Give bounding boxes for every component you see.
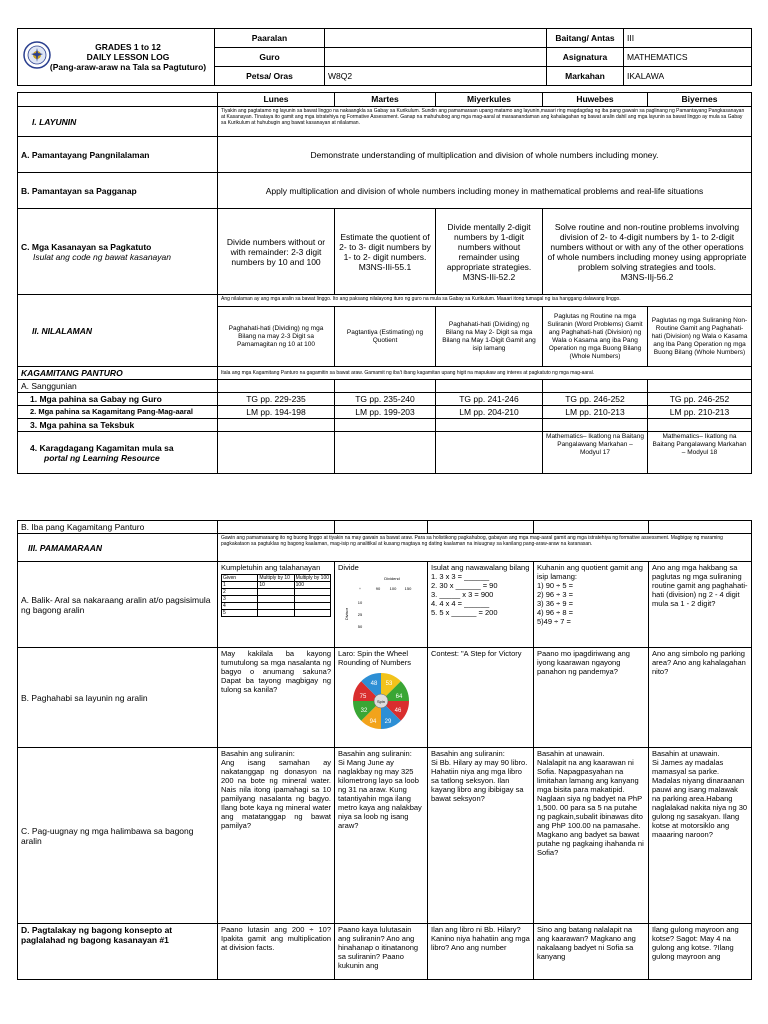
sanggunian-miyerkules [436, 380, 543, 393]
karagdagang-huwebes: Mathematics– Ikatlong na Baitang Pangalawang Markahan – Modyul 17 [543, 432, 648, 474]
wheel-center-label: Spin [376, 699, 386, 704]
paaralan-label: Paaralan [215, 29, 325, 48]
iba-pang-lunes [218, 521, 335, 534]
wheel-number: 48 [370, 681, 378, 687]
lm-lunes: LM pp. 194-198 [218, 406, 335, 419]
kasanayan-miyerkules: Divide mentally 2-digit numbers by 1-digit numbers without remainder using appropriate strategies. M3NS-IIi-52.2 [436, 209, 543, 295]
karagdagang-biyernes: Mathematics– Ikatlong na Baitang Pangalawang Markahan – Modyul 18 [648, 432, 752, 474]
multiply-table-cell: 2 [222, 589, 258, 596]
pag-uugnay-biyernes-head: Basahin at unawain. [652, 749, 720, 758]
petsa-label: Petsa/ Oras [215, 67, 325, 86]
multiply-table-cell: 3 [222, 596, 258, 603]
division-grid-dividend-150: 150 [404, 586, 412, 591]
paghahabi-miyerkules: Contest: "A Step for Victory [428, 648, 534, 748]
teksbuk-huwebes [543, 419, 648, 432]
pag-uugnay-miyerkules [428, 748, 534, 924]
division-grid-figure [338, 574, 422, 636]
iba-pang-biyernes [649, 521, 752, 534]
kasanayan-huwebes-biyernes-code: M3NS-IIj-56.2 [620, 271, 674, 282]
nilalaman-martes: Pagtantiya (Estimating) ng Quotient [335, 307, 436, 367]
multiply-table-cell [294, 610, 330, 617]
teksbuk-miyerkules [436, 419, 543, 432]
iba-pang-martes [335, 521, 428, 534]
pagtalakay-miyerkules: Ilan ang libro ni Bb. Hilary? Kanino niya hahatiin ang mga libro? Ano ang number [428, 924, 534, 980]
sanggunian-martes [335, 380, 436, 393]
day-header-blank [18, 93, 218, 107]
lm-huwebes: LM pp. 210-213 [543, 406, 648, 419]
day-header-martes: Martes [335, 93, 436, 107]
layunin-label: I. LAYUNIN [18, 107, 218, 137]
balik-aral-huwebes-item: 5)49 ÷ 7 = [537, 617, 571, 626]
pag-uugnay-miyerkules-text: Si Bb. Hilary ay may 90 libro. Hahatiin niya ang mga libro sa tatlong seksyon. Ilan kayang libro ang ibibigay sa bawat seksyon? [431, 758, 528, 803]
paghahabi-biyernes: Ano ang simbolo ng parking area? Ano ang kahalagahan nito? [649, 648, 752, 748]
pag-uugnay-martes [335, 748, 428, 924]
day-header-huwebes: Huwebes [543, 93, 648, 107]
school-heading [18, 29, 215, 86]
markahan-value[interactable]: IKALAWA [624, 67, 752, 86]
multiply-table-cell: Multiply by 100 [295, 575, 330, 581]
division-grid-dividend-label: Dividend [384, 576, 400, 581]
lesson-log-table [17, 92, 752, 474]
pamamaraan-label: III. PAMAMARAAN [18, 534, 218, 562]
multiply-table-cell: Given [222, 575, 258, 582]
day-header-biyernes: Biyernes [648, 93, 752, 107]
pagtalakay-martes: Paano kaya lulutasain ang suliranin? Ano ang hinahanap o itinatanong sa suliranin? Paano kukunin ang [335, 924, 428, 980]
pag-uugnay-huwebes [534, 748, 649, 924]
karagdagang-miyerkules [436, 432, 543, 474]
kasanayan-huwebes-biyernes [543, 209, 752, 295]
gabay-huwebes: TG pp. 246-252 [543, 393, 648, 406]
kagamitan-label: KAGAMITANG PANTURO [18, 367, 218, 380]
balik-aral-lunes [218, 562, 335, 648]
multiply-table-cell: 5 [222, 610, 258, 617]
wheel-number: 75 [359, 694, 367, 700]
lm-martes: LM pp. 199-203 [335, 406, 436, 419]
pag-uugnay-huwebes-text: Nalalapit na ang kaarawan ni Sofia. Napagpasyahan na limitahan lamang ang kanyang mga bisita para makatipid. Naglaan siya ng badyet na PhP 1,500. 00 para sa 5 na putahe ng pagkain,subalit ibinawas dito ang PhP 100.00 na pamasahe. Magkano ang badyet sa bawat putahe ng pagkaing ihahanda ni Sofia? [537, 758, 644, 857]
sanggunian-biyernes [648, 380, 752, 393]
multiply-table-cell: 4 [222, 603, 258, 610]
multiply-table-cell: 1 [222, 582, 258, 589]
teksbuk-biyernes [648, 419, 752, 432]
nilalaman-huwebes: Paglutas ng Routine na mga Suliranin (Word Problems) Gamit ang Paghahati-hati (Division) ng Wala o Kasama ang iba Pang Operation ng mga Buong Bilang (Whole Numbers) [543, 307, 648, 367]
guro-value[interactable] [325, 48, 547, 67]
multiply-table-cell [258, 596, 294, 603]
multiply-table-cell: 100 [294, 582, 330, 589]
baitang-label: Baitang/ Antas [547, 29, 624, 48]
balik-aral-miyerkules [428, 562, 534, 648]
multiply-table-cell [258, 610, 294, 617]
markahan-label: Markahan [547, 67, 624, 86]
balik-aral-martes-text: Divide [338, 563, 359, 572]
pamantayang-pangnilalaman-label: A. Pamantayang Pangnilalaman [18, 137, 218, 173]
pamamaraan-note: Gawin ang pamamaraang ito ng buong linggo at tiyakin na may gawain sa bawat araw. Para sa holistikong pagkahubog, gabayan ang mga mag-aaral gamit ang mga istratehiya ng formative assessment. Magbigay ng maraming pagkakataon sa pagtuklas ng bagong kaalaman, mag-isip ng analitikal at kusang magtaya ng dating kaalaman na iniuugnay sa kanilang pang-araw-araw na karanasan. [218, 534, 752, 562]
balik-aral-huwebes-item: 4) 96 ÷ 8 = [537, 608, 574, 617]
balik-aral-miyerkules-item: 5. 5 x ______ = 200 [431, 608, 498, 617]
division-grid-divisor-10: 10 [357, 600, 363, 605]
karagdagang-label-line2: portal ng Learning Resource [44, 452, 160, 463]
balik-aral-miyerkules-text: Isulat ang nawawalang bilang [431, 563, 530, 572]
balik-aral-miyerkules-item: 3. _____ x 3 = 900 [431, 590, 494, 599]
multiply-table [221, 574, 331, 617]
pagtalakay-biyernes: Ilang gulong mayroon ang kotse? Sagot: May 4 na gulong ang kotse. ?Ilang gulong mayroon ang [649, 924, 752, 980]
wheel-number: 94 [369, 719, 377, 725]
teksbuk-martes [335, 419, 436, 432]
nilalaman-label: II. NILALAMAN [18, 295, 218, 367]
procedure-table [17, 520, 752, 980]
guro-label: Guro [215, 48, 325, 67]
nilalaman-biyernes: Paglutas ng mga Suliraning Non-Routine Gamit ang Paghahati-hati (Division) ng Wala o Kasama ang Iba Pang Operation ng mga Buong Bilang (Whole Numbers) [648, 307, 752, 367]
lm-biyernes: LM pp. 210-213 [648, 406, 752, 419]
multiply-table-cell: 10 [258, 582, 294, 589]
title-dll: DAILY LESSON LOG [86, 52, 170, 62]
nilalaman-note: Ang nilalaman ay ang mga aralin sa bawat linggo. Ito ang paksang nilalayong ituro ng guro na mula sa Gabay sa Kurikulum. Maaari itong tumagal ng isa hanggang dalawang linggo. [218, 295, 752, 307]
pag-uugnay-martes-text: Si Mang June ay naglakbay ng may 325 kilometrong layo sa loob ng 31 na araw. Kung tatantiyahin mga ilang metro kaya ang nalakbay niya sa loob ng isang araw? [338, 758, 422, 830]
spin-wheel-image [351, 671, 411, 731]
multiply-table-cell [294, 589, 330, 596]
multiply-table-cell [258, 589, 294, 596]
teksbuk-lunes [218, 419, 335, 432]
balik-aral-label: A. Balik- Aral sa nakaraang aralin at/o pagsisimula ng bagong aralin [18, 562, 218, 648]
multiply-table-cell [294, 596, 330, 603]
karagdagang-lunes [218, 432, 335, 474]
lm-label: 2. Mga pahina sa Kagamitang Pang-Mag-aaral [18, 406, 218, 419]
title-subtitle: (Pang-araw-araw na Tala sa Pagtuturo) [49, 62, 207, 72]
pamantayang-pangnilalaman-value: Demonstrate understanding of multiplication and division of whole numbers including money. [218, 137, 752, 173]
balik-aral-huwebes-text: Kuhanin ang quotient gamit ang isip lamang: [537, 563, 643, 581]
iba-pang-miyerkules [428, 521, 534, 534]
balik-aral-martes [335, 562, 428, 648]
karagdagang-cell [18, 432, 218, 474]
karagdagang-label-line1: 4. Karagdagang Kagamitan mula sa [30, 442, 174, 453]
lm-miyerkules: LM pp. 204-210 [436, 406, 543, 419]
sanggunian-lunes [218, 380, 335, 393]
kasanayan-martes: Estimate the quotient of 2- to 3- digit numbers by 1- to 2- digit numbers. M3NS-IIi-55.1 [335, 209, 436, 295]
paghahabi-huwebes: Paano mo ipagdiriwang ang iyong kaarawan ngayong panahon ng pandemya? [534, 648, 649, 748]
division-grid-dividend-90: 90 [375, 586, 381, 591]
gabay-lunes: TG pp. 229-235 [218, 393, 335, 406]
balik-aral-huwebes-item: 3) 36 ÷ 9 = [537, 599, 574, 608]
sanggunian-label: A. Sanggunian [18, 380, 218, 393]
paghahabi-martes-text: Laro: Spin the Wheel Rounding of Numbers [338, 649, 411, 667]
multiply-table-cell: Multiply by 10 [258, 575, 294, 582]
nilalaman-lunes: Paghahati-hati (Dividing) ng mga Bilang na may 2-3 Digit sa Pamamagitan ng 10 at 100 [218, 307, 335, 367]
kasanayan-sublabel: Isulat ang code ng bawat kasanayan [33, 251, 171, 262]
pag-uugnay-label: C. Pag-uugnay ng mga halimbawa sa bagong aralin [18, 748, 218, 924]
iba-pang-label: B. Iba pang Kagamitang Panturo [18, 521, 218, 534]
kasanayan-lunes: Divide numbers without or with remainder: 2-3 digit numbers by 10 and 100 [218, 209, 335, 295]
wheel-number: 64 [395, 694, 403, 700]
day-header-miyerkules: Miyerkules [436, 93, 543, 107]
title-grades: GRADES 1 to 12 [95, 42, 161, 52]
pag-uugnay-lunes-head: Basahin ang suliranin: [221, 749, 295, 758]
asignatura-label: Asignatura [547, 48, 624, 67]
kagamitan-note: Itala ang mga Kagamitang Panturo na gagamitin sa bawat araw. Gamamit ng iba't ibang kagamitan upang higit na mapukaw ang interes at pagkatuto ng mga mag-aaral. [218, 367, 752, 380]
division-grid-symbol: ÷ [358, 586, 362, 591]
paghahabi-martes [335, 648, 428, 748]
day-header-lunes: Lunes [218, 93, 335, 107]
gabay-miyerkules: TG pp. 241-246 [436, 393, 543, 406]
pag-uugnay-lunes-text: Ang isang samahan ay nakatanggap ng donasyon na 200 na bote ng mineral water. Nais nila itong ipamahagi sa 10 pamilyang nasalanta ng bagyo. Ilang bote kaya ng mineral water ang matatanggap ng bawat pamilya? [221, 758, 331, 830]
gabay-label: 1. Mga pahina sa Gabay ng Guro [18, 393, 218, 406]
pag-uugnay-miyerkules-head: Basahin ang suliranin: [431, 749, 505, 758]
layunin-note: Tiyakin ang pagtatamo ng layunin sa bawat linggo na nakaangkla sa Gabay sa Kurikulum. Sundin ang pamamaraan upang matamo ang layunin,masari ring magdagdag ng iba pang gawain sa paglinang ng Pamantayang Pangkasanayan at Kasanayan. Tinataya ito gamit ang mga istratehiya ng Formative Assessment. Ganap na mahuhubog ang mga mag-aaral at maraanandaman ang kahalagahan ng bawat aralin dahil ang mga layunin sa bawat linggo ay mula sa Gabay sa Kurikulum at huhubugin ang bawat kasanayan at nilalaman. [218, 107, 752, 137]
division-grid-divisor-50: 50 [357, 624, 363, 629]
pamantayan-pagganap-value: Apply multiplication and division of whole numbers including money in mathematical problems and real-life situations [218, 173, 752, 209]
karagdagang-martes [335, 432, 436, 474]
header-table [17, 28, 752, 86]
division-grid-divisor-label: Divisor [344, 607, 349, 621]
balik-aral-lunes-text: Kumpletuhin ang talahanayan [221, 563, 321, 572]
balik-aral-huwebes-item: 1) 90 ÷ 5 = [537, 581, 574, 590]
asignatura-value[interactable]: MATHEMATICS [624, 48, 752, 67]
multiply-table-cell [294, 603, 330, 610]
pag-uugnay-martes-head: Basahin ang suliranin: [338, 749, 412, 758]
division-grid-divisor-25: 25 [357, 612, 363, 617]
gabay-martes: TG pp. 235-240 [335, 393, 436, 406]
pagtalakay-huwebes: Sino ang batang nalalapit na ang kaarawan? Magkano ang nakalaang badyet ni Sofia sa kanyang [534, 924, 649, 980]
kasanayan-label: C. Mga Kasanayan sa Pagkatuto [21, 241, 152, 252]
pagtalakay-label: D. Pagtalakay ng bagong konsepto at paglalahad ng bagong kasanayan #1 [18, 924, 218, 980]
pag-uugnay-biyernes-text: Si James ay madalas mamasyal sa parke. Madalas niyang dinaraanan pauwi ang isang malawak na parking area.Habang naglalakad nakita niya ng 30 gulong ng sasakyan. Ilang kotse at motorsiklo ang maaaring naroon? [652, 758, 748, 839]
kasanayan-huwebes-biyernes-text: Solve routine and non-routine problems involving division of 2- to 4-digit numbers by 1- to 2-digit numbers without or with any of the other operations of whole numbers including money using appropriate problem solving strategies and tools. [547, 221, 747, 272]
multiply-table-cell [258, 603, 294, 610]
balik-aral-huwebes [534, 562, 649, 648]
wheel-number: 32 [360, 708, 368, 714]
iba-pang-huwebes [534, 521, 649, 534]
pagtalakay-lunes: Paano lutasin ang 200 ÷ 10? Ipakita gamit ang multiplication at division facts. [218, 924, 335, 980]
wheel-number: 29 [384, 719, 392, 725]
teksbuk-label: 3. Mga pahina sa Teksbuk [18, 419, 218, 432]
paaralan-value[interactable] [325, 29, 547, 48]
pag-uugnay-biyernes [649, 748, 752, 924]
balik-aral-miyerkules-item: 1. 3 x 3 = ______ [431, 572, 490, 581]
paghahabi-label: B. Paghahabi sa layunin ng aralin [18, 648, 218, 748]
nilalaman-miyerkules: Paghahati-hati (Dividing) ng Bilang na May 2- Digit sa mga Bilang na May 1-Digit Gamit ang isip lamang [436, 307, 543, 367]
balik-aral-biyernes: Ano ang mga hakbang sa paglutas ng mga suliraning routine gamit ang paghahati-hati (division) ng 2 - 4 digit mula sa 1 - 2 digit? [649, 562, 752, 648]
division-grid-dividend-100: 100 [389, 586, 397, 591]
gabay-biyernes: TG pp. 246-252 [648, 393, 752, 406]
pag-uugnay-huwebes-head: Basahin at unawain. [537, 749, 605, 758]
wheel-number: 53 [385, 681, 393, 687]
kasanayan-cell [18, 209, 218, 295]
balik-aral-huwebes-item: 2) 96 ÷ 3 = [537, 590, 574, 599]
baitang-value[interactable]: III [624, 29, 752, 48]
paghahabi-lunes: May kakilala ba kayong tumutulong sa mga nasalanta ng bagyo o anumang sakuna? Dapat ba tayong magbigay ng tulong sa kanila? [218, 648, 335, 748]
pamantayan-pagganap-label: B. Pamantayan sa Pagganap [18, 173, 218, 209]
balik-aral-miyerkules-item: 4. 4 x 4 = ______ [431, 599, 490, 608]
deped-seal-icon [23, 41, 51, 69]
sanggunian-huwebes [543, 380, 648, 393]
balik-aral-miyerkules-item: 2. 30 x ______ = 90 [431, 581, 498, 590]
wheel-number: 46 [394, 708, 402, 714]
pag-uugnay-lunes [218, 748, 335, 924]
petsa-value[interactable]: W8Q2 [325, 67, 547, 86]
